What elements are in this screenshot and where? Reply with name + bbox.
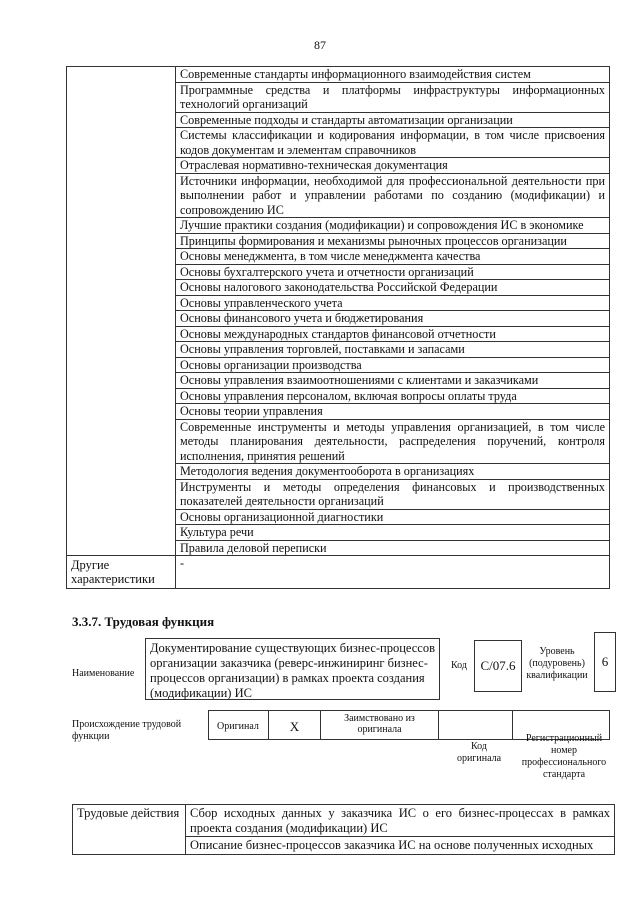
function-name-box: Документирование существующих бизнес-процессов организации заказчика (реверс-инжиниринг бизнес-процессов организации) в рамках проекта создания (модификации) ИС — [145, 638, 440, 700]
knowledge-item: Основы управления персоналом, включая вопросы оплаты труда — [176, 388, 610, 404]
level-label: Уровень (подуровень) квалификации — [526, 646, 588, 681]
original-label: Оригинал — [209, 711, 269, 739]
level-value: 6 — [594, 632, 616, 692]
knowledge-item: Современные инструменты и методы управления организацией, в том числе методы планирования деятельности, распределения поручений, контроля исполнения, принятия решений — [176, 419, 610, 464]
original-mark: X — [269, 711, 321, 739]
knowledge-item: Принципы формирования и механизмы рыночных процессов организации — [176, 233, 610, 249]
knowledge-item: Основы управления торговлей, поставками и запасами — [176, 342, 610, 358]
other-value: - — [176, 556, 610, 589]
reg-number-label: Регистрационный номер профессионального стандарта — [521, 733, 607, 780]
code-original-label: Код оригинала — [456, 741, 502, 764]
other-row — [67, 556, 610, 589]
knowledge-item: Основы организации производства — [176, 357, 610, 373]
knowledge-item: Отраслевая нормативно-техническая документация — [176, 158, 610, 174]
knowledge-item: Культура речи — [176, 525, 610, 541]
action-row — [73, 805, 615, 837]
code-value: C/07.6 — [474, 640, 522, 692]
knowledge-item: Основы менеджмента, в том числе менеджмента качества — [176, 249, 610, 265]
other-label: Другие характеристики — [67, 556, 176, 589]
knowledge-item: Современные стандарты информационного взаимодействия систем — [176, 67, 610, 83]
knowledge-item: Основы теории управления — [176, 404, 610, 420]
page-number: 87 — [314, 38, 326, 52]
knowledge-label-cell — [67, 67, 176, 556]
knowledge-item: Системы классификации и кодирования информации, в том числе присвоения кодов документам и элементам справочников — [176, 128, 610, 158]
name-label: Наименование — [72, 668, 135, 679]
knowledge-item: Лучшие практики создания (модификации) и сопровождения ИС в экономике — [176, 218, 610, 234]
knowledge-item: Основы финансового учета и бюджетирования — [176, 311, 610, 327]
action-item: Описание бизнес-процессов заказчика ИС на основе полученных исходных — [186, 837, 615, 855]
knowledge-item: Программные средства и платформы инфраструктуры информационных технологий организаций — [176, 82, 610, 112]
knowledge-item: Основы бухгалтерского учета и отчетности организаций — [176, 264, 610, 280]
action-item: Сбор исходных данных у заказчика ИС о его бизнес-процессах в рамках проекта создания (модификации) ИС — [186, 805, 615, 837]
actions-table — [72, 804, 615, 855]
actions-label: Трудовые действия — [73, 805, 186, 855]
section-title: 3.3.7. Трудовая функция — [72, 614, 215, 629]
code-label: Код — [451, 660, 467, 671]
knowledge-row — [67, 67, 610, 83]
knowledge-item: Основы международных стандартов финансовой отчетности — [176, 326, 610, 342]
knowledge-item: Основы управления взаимоотношениями с клиентами и заказчиками — [176, 373, 610, 389]
knowledge-item: Инструменты и методы определения финансовых и производственных показателей деятельности организаций — [176, 479, 610, 509]
knowledge-item: Основы организационной диагностики — [176, 509, 610, 525]
knowledge-item: Современные подходы и стандарты автоматизации организации — [176, 112, 610, 128]
knowledge-item: Правила деловой переписки — [176, 540, 610, 556]
code-original-cell — [439, 711, 513, 739]
knowledge-item: Основы управленческого учета — [176, 295, 610, 311]
knowledge-item: Методология ведения документооборота в организациях — [176, 464, 610, 480]
knowledge-item: Источники информации, необходимой для профессиональной деятельности при выполнении работ и управлении работами по созданию (модификации) и сопровождению ИС — [176, 173, 610, 218]
borrowed-label: Заимствовано из оригинала — [321, 711, 439, 739]
origin-label: Происхождение трудовой функции — [72, 719, 182, 742]
knowledge-item: Основы налогового законодательства Российской Федерации — [176, 280, 610, 296]
knowledge-table — [66, 66, 610, 589]
